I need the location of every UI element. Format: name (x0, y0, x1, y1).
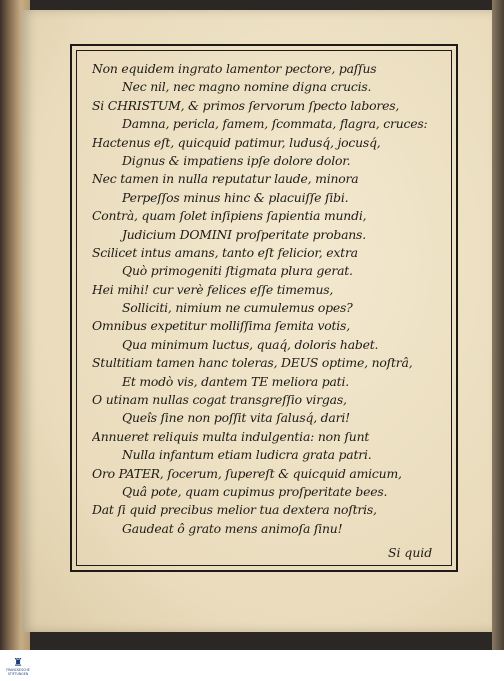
poem-line: Judicium DOMINI proſperitate probans. (122, 226, 366, 242)
poem-line: Gaudeat ô grato mens animoſa ſinu! (122, 520, 343, 536)
poem-line: Omnibus expetitur molliſſima ſemita votis, (92, 318, 350, 334)
poem-line: Oro PATER, ſocerum, ſupereſt & quicquid amicum, (92, 465, 402, 481)
poem-line: Dignus & impatiens ipſe dolore dolor. (122, 152, 351, 168)
poem-line: Scilicet intus amans, tanto eſt felicior, extra (92, 244, 358, 260)
poem-line: Nec tamen in nulla reputatur laude, minora (92, 171, 359, 187)
poem-line: Hactenus eſt, quicquid patimur, ludusq́, jocusq́, (92, 134, 381, 150)
logo-emblem-icon: ♜ (13, 655, 23, 669)
poem-line: Solliciti, nimium ne cumulemus opes? (122, 300, 353, 316)
poem-line: Non equidem ingrato lamentor pectore, paſſus (92, 61, 377, 76)
poem-line: Si CHRISTUM, & primos ſervorum ſpecto labores, (92, 97, 400, 113)
poem-line: Nulla infantum etiam ludicra grata patri. (122, 447, 372, 463)
poem-line: Dat ſi quid precibus melior tua dextera noſtris, (92, 502, 377, 518)
book-right-edge (492, 0, 504, 650)
poem-line: Annueret reliquis multa indulgentia: non ſunt (92, 428, 370, 444)
poem-line: Stultitiam tamen hanc toleras, DEUS optime, noſtrâ, (92, 355, 413, 371)
poem-line: Quâ pote, quam cupimus proſperitate bees. (122, 483, 388, 499)
poem-line: Damna, pericla, famem, ſcommata, flagra, cruces: (122, 116, 428, 132)
poem-line: Queîs ſine non poſſit vita ſalusq́, dari! (122, 410, 350, 426)
poem-text (92, 60, 440, 538)
poem-line: Perpeſſos minus hinc & placuiſſe ſibi. (122, 189, 349, 205)
poem-line: Hei mihi! cur verè felices eſſe timemus, (92, 281, 334, 297)
footer-bar (0, 650, 504, 681)
poem-line: Et modò vis, dantem TE meliora pati. (122, 373, 349, 389)
poem-line: Quò primogeniti ſtigmata plura gerat. (122, 263, 353, 279)
poem-line: Contrà, quam ſolet inſipiens ſapientia mundi, (92, 208, 367, 224)
library-logo (4, 653, 32, 679)
catchword: Si quid (388, 545, 433, 560)
poem-line: Qua minimum luctus, quaq́, doloris habet. (122, 336, 379, 352)
poem-line: Nec nil, nec magno nomine digna crucis. (122, 79, 372, 95)
logo-text: FRANCKESCHE STIFTUNGEN (6, 667, 30, 676)
poem-line: O utinam nullas cogat transgreſſio virgas, (92, 392, 347, 408)
